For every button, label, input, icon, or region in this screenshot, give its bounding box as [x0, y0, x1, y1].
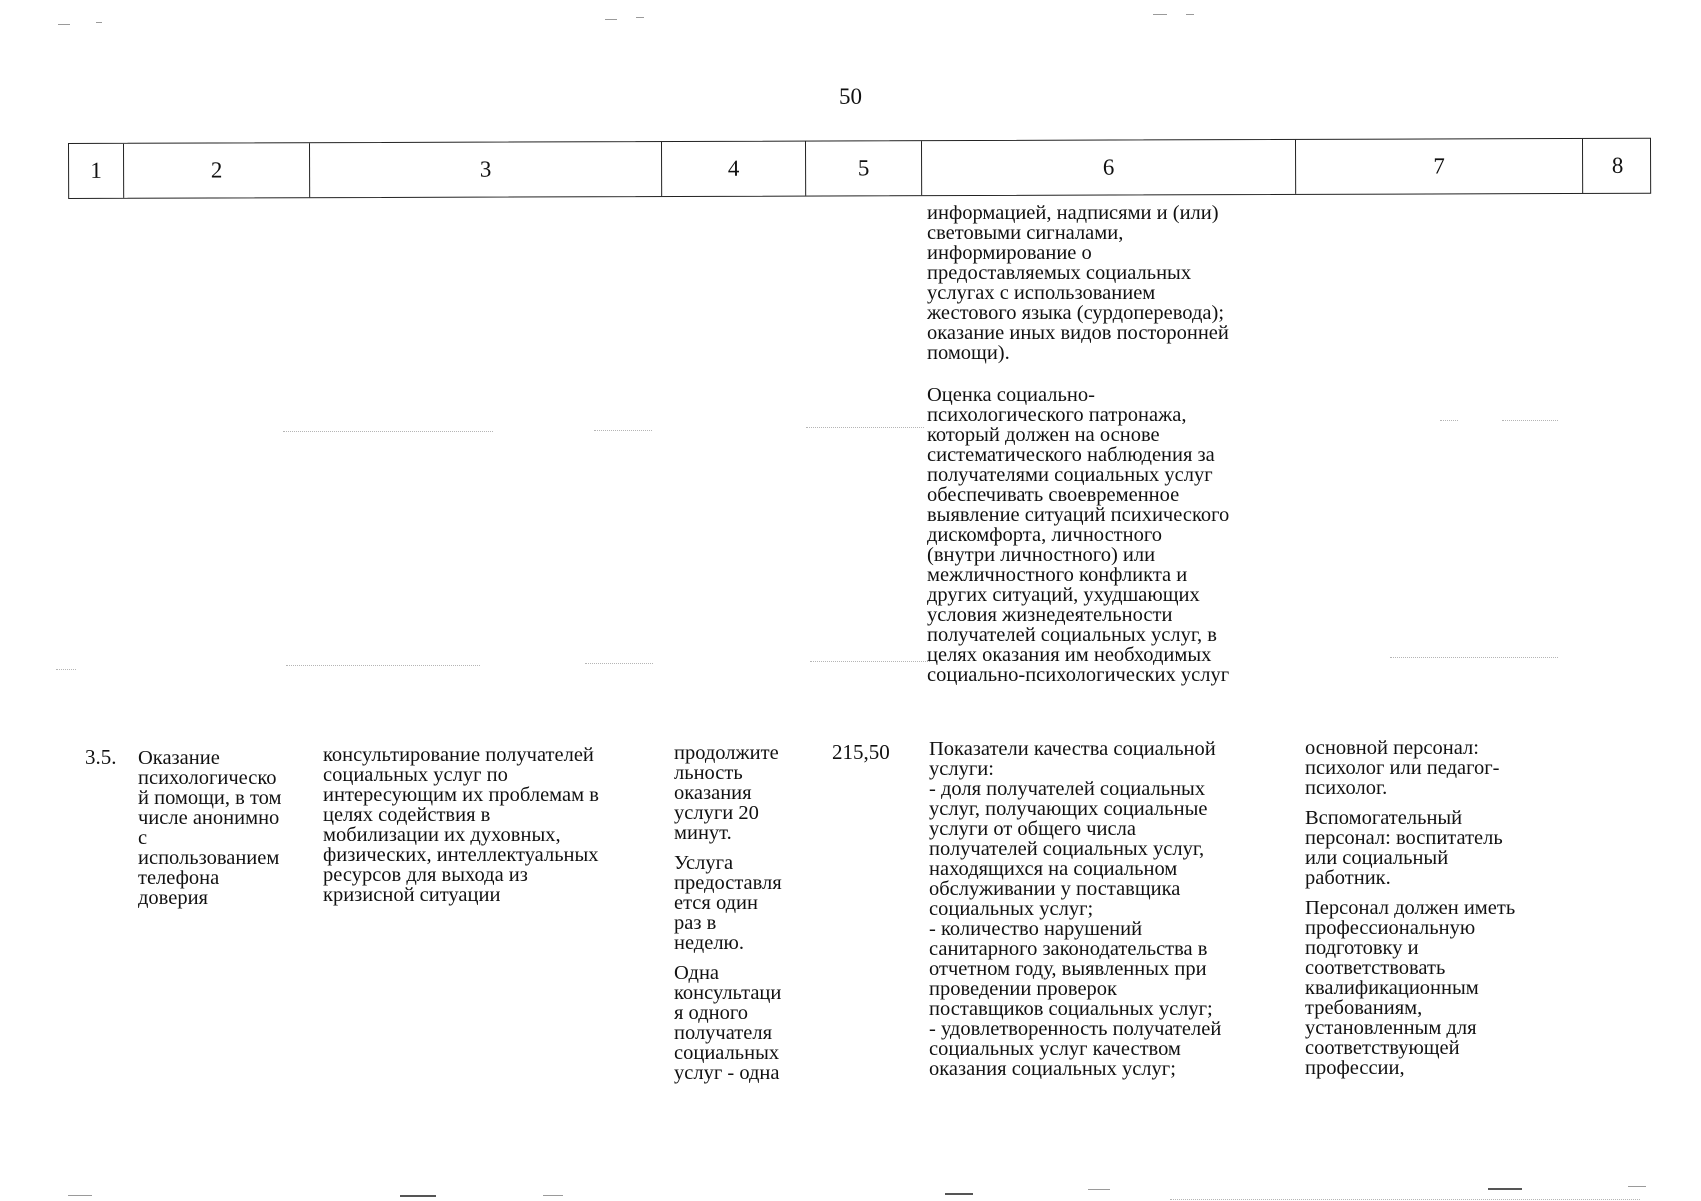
text-line: или социальный [1305, 847, 1449, 869]
text-line: обеспечивать своевременное [927, 484, 1180, 506]
scan-artifact [1440, 420, 1458, 422]
text-line: числе анонимно [138, 807, 280, 829]
text-line: других ситуаций, ухудшающих [927, 584, 1200, 606]
text-line: льность [674, 762, 743, 784]
text-line: с [138, 827, 148, 849]
text-line: ется один [674, 892, 758, 914]
text-line: психологическо [138, 767, 277, 789]
text-line: предоставля [674, 872, 782, 894]
header-cell-1: 1 [69, 144, 124, 198]
text-line: помощи). [927, 342, 1010, 364]
text-line: получателя [674, 1022, 773, 1044]
scan-artifact [594, 430, 652, 432]
text-line: оказание иных видов посторонней [927, 322, 1229, 344]
text-line: психолог или педагог- [1305, 757, 1500, 779]
text-line: профессии, [1305, 1057, 1405, 1079]
header-cell-2: 2 [124, 143, 310, 198]
scan-artifact [68, 1195, 92, 1196]
text-line: физических, интеллектуальных [323, 844, 599, 866]
text-line: профессиональную [1305, 917, 1476, 939]
duration-paragraph-2 [674, 853, 782, 953]
row-col5-price: 215,50 [832, 740, 890, 764]
header-cell-3: 3 [310, 142, 662, 197]
text-line: услуги: [929, 758, 994, 780]
text-line: жестового языка (сурдоперевода); [927, 302, 1225, 324]
row-number: 3.5. [85, 745, 117, 769]
header-cell-5: 5 [806, 141, 922, 195]
text-line: оказания [674, 782, 752, 804]
row-col3-description [323, 745, 599, 905]
text-line: работник. [1305, 867, 1391, 889]
page-number: 50 [839, 84, 862, 109]
scan-artifact [1153, 14, 1167, 15]
text-line: находящихся на социальном [929, 858, 1178, 880]
text-line: услуг, получающих социальные [929, 798, 1208, 820]
text-line: проведении проверок [929, 978, 1118, 1000]
text-line: Персонал должен иметь [1305, 897, 1516, 919]
text-line: доверия [138, 887, 208, 909]
text-line: социальных [674, 1042, 780, 1064]
text-line: - доля получателей социальных [929, 778, 1206, 800]
scan-artifact [806, 427, 924, 429]
row-col2-service-name [138, 748, 281, 908]
text-line: отчетном году, выявленных при [929, 958, 1207, 980]
text-line: персонал: воспитатель [1305, 827, 1503, 849]
text-line: мобилизации их духовных, [323, 824, 561, 846]
text-line: психологического патронажа, [927, 404, 1187, 426]
text-line: телефона [138, 867, 220, 889]
text-line: получателей социальных услуг, в [927, 624, 1217, 646]
text-line: подготовку и [1305, 937, 1419, 959]
scan-artifact [1628, 1186, 1646, 1187]
continuation-col6 [927, 203, 1229, 685]
text-line: социальных услуг качеством [929, 1038, 1181, 1060]
text-line: использованием [138, 847, 280, 869]
text-line: установленным для [1305, 1017, 1477, 1039]
text-line: основной персонал: [1305, 737, 1479, 759]
text-line: психолог. [1305, 777, 1388, 799]
text-line: услуг - одна [674, 1062, 780, 1084]
scan-artifact [1390, 657, 1558, 659]
text-line: консультирование получателей [323, 744, 594, 766]
header-cell-8: 8 [1611, 152, 1624, 178]
text-line: санитарного законодательства в [929, 938, 1208, 960]
scan-artifact [96, 22, 102, 23]
text-line: соответствовать [1305, 957, 1446, 979]
text-line: систематического наблюдения за [927, 444, 1215, 466]
scan-artifact [543, 1195, 563, 1196]
text-line: неделю. [674, 932, 744, 954]
text-line: обслуживании у поставщика [929, 878, 1181, 900]
text-line: ресурсов для выхода из [323, 864, 528, 886]
header-cell-4: 4 [662, 142, 806, 196]
text-line: который должен на основе [927, 424, 1160, 446]
text-line: - количество нарушений [929, 918, 1143, 940]
row-col4-duration [674, 743, 782, 1083]
scan-artifact [283, 431, 493, 433]
text-line: информацией, надписями и (или) [927, 202, 1219, 224]
scan-artifact [58, 24, 70, 25]
text-line: информирование о [927, 242, 1092, 264]
text-line: социальных услуг; [929, 898, 1094, 920]
scan-artifact [1488, 1188, 1522, 1190]
text-line: Показатели качества социальной [929, 738, 1216, 760]
scan-artifact [286, 665, 480, 667]
continuation-paragraph-2 [927, 385, 1229, 685]
text-line: минут. [674, 822, 732, 844]
scan-artifact [1502, 420, 1558, 422]
scan-artifact [585, 663, 653, 665]
scan-artifact [605, 19, 617, 20]
text-line: услуги от общего числа [929, 818, 1136, 840]
text-line: целях содействия в [323, 804, 491, 826]
duration-paragraph-3 [674, 963, 782, 1083]
row-col6-quality-indicators [929, 739, 1221, 1079]
continuation-paragraph-1 [927, 203, 1229, 363]
text-line: услугах с использованием [927, 282, 1156, 304]
text-line: интересующим их проблемам в [323, 784, 599, 806]
text-line: раз в [674, 912, 717, 934]
text-line: Услуга [674, 852, 734, 874]
text-line: требованиям, [1305, 997, 1423, 1019]
text-line: Оказание [138, 747, 220, 769]
text-line: получателями социальных услуг [927, 464, 1213, 486]
staff-paragraph-2 [1305, 808, 1515, 888]
scan-artifact [1186, 14, 1194, 15]
text-line: социальных услуг по [323, 764, 508, 786]
header-cell-6: 6 [922, 140, 1296, 195]
text-line: целях оказания им необходимых [927, 644, 1212, 666]
staff-paragraph-1 [1305, 738, 1515, 798]
text-line: световыми сигналами, [927, 222, 1124, 244]
scan-artifact [1088, 1189, 1110, 1190]
text-line: поставщиков социальных услуг; [929, 998, 1213, 1020]
table-header-row [68, 138, 1651, 199]
text-line: межличностного конфликта и [927, 564, 1188, 586]
text-line: получателей социальных услуг, [929, 838, 1205, 860]
text-line: - удовлетворенность получателей [929, 1018, 1222, 1040]
staff-paragraph-3 [1305, 898, 1515, 1078]
text-line: (внутри личностного) или [927, 544, 1156, 566]
duration-paragraph-1 [674, 743, 782, 843]
text-line: дискомфорта, личностного [927, 524, 1162, 546]
text-line: й помощи, в том [138, 787, 282, 809]
text-line: я одного [674, 1002, 749, 1024]
text-line: соответствующей [1305, 1037, 1460, 1059]
scan-artifact [636, 17, 644, 18]
text-line: предоставляемых социальных [927, 262, 1192, 284]
scan-artifact [56, 669, 76, 671]
scan-artifact [810, 661, 930, 663]
text-line: выявление ситуаций психического [927, 504, 1230, 526]
text-line: продолжите [674, 742, 779, 764]
text-line: Одна [674, 962, 720, 984]
scan-artifact [400, 1195, 436, 1197]
text-line: услуги 20 [674, 802, 759, 824]
text-line: кризисной ситуации [323, 884, 501, 906]
text-line: Вспомогательный [1305, 807, 1463, 829]
text-line: консультаци [674, 982, 782, 1004]
row-col7-staff [1305, 738, 1515, 1078]
text-line: условия жизнедеятельности [927, 604, 1173, 626]
scan-artifact [945, 1193, 973, 1195]
text-line: оказания социальных услуг; [929, 1058, 1176, 1080]
text-line: квалификационным [1305, 977, 1479, 999]
text-line: Оценка социально- [927, 384, 1095, 406]
text-line: социально-психологических услуг [927, 664, 1230, 686]
header-cell-7: 7 [1296, 139, 1583, 194]
